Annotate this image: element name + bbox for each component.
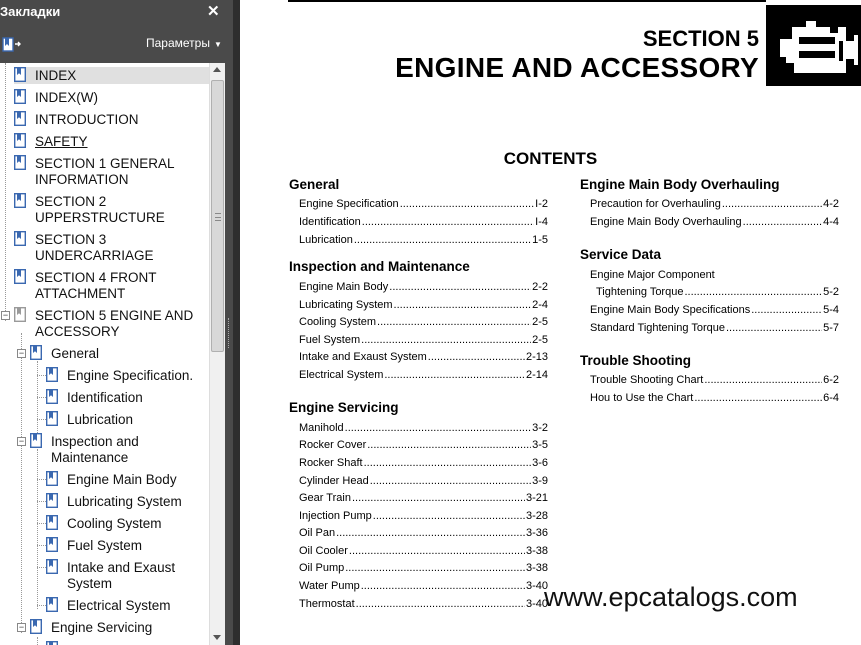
- scroll-up-icon[interactable]: [213, 67, 221, 72]
- collapse-toggle-icon[interactable]: −: [18, 436, 25, 446]
- panel-header: [0, 0, 233, 26]
- tree-scrollbar[interactable]: [209, 63, 225, 645]
- toc-entry[interactable]: [590, 321, 839, 336]
- toc-leader: [373, 509, 525, 524]
- bookmark-icon: [46, 597, 58, 612]
- toc-entry-page: 3-9: [532, 475, 548, 487]
- bookmark-icon: [46, 471, 58, 486]
- toc-leader: [389, 280, 531, 295]
- tree-item-label: Lubrication: [67, 412, 134, 427]
- bookmark-icon: [14, 193, 26, 208]
- toc-entry-page: 4-2: [823, 198, 839, 210]
- toc-entry-page: 3-38: [525, 562, 548, 574]
- grip-icon: [215, 213, 221, 221]
- toc-entry-title: Engine Main Body Specifications: [590, 304, 751, 316]
- header-rule: [288, 0, 766, 2]
- tree-line: [37, 419, 46, 420]
- bookmark-icon: [14, 269, 26, 284]
- collapse-toggle-icon[interactable]: −: [18, 348, 25, 358]
- collapse-toggle-icon[interactable]: −: [18, 622, 25, 632]
- toc-entry-page: 2-5: [532, 334, 548, 346]
- toc-entry-page: 3-36: [525, 527, 548, 539]
- section-number: SECTION 5: [642, 26, 759, 51]
- collapse-toggle-icon[interactable]: −: [2, 310, 9, 320]
- tree-line: [5, 63, 6, 321]
- tree-item-label: INDEX(W): [35, 90, 98, 105]
- close-icon[interactable]: ✕: [207, 3, 220, 20]
- toc-entry-title: Engine Main Body: [299, 281, 389, 293]
- toc-leader: [349, 544, 525, 559]
- tree-item-label: Intake and Exaust System: [67, 560, 176, 591]
- toc-entry[interactable]: [299, 597, 548, 612]
- toc-entry-page: 3-6: [532, 457, 548, 469]
- bookmark-tree: [0, 63, 225, 645]
- bookmarks-panel: [0, 0, 233, 645]
- tree-item-label: SAFETY: [35, 134, 88, 149]
- toc-entry-title: Rocker Shaft: [299, 457, 363, 469]
- toc-leader: [345, 561, 525, 576]
- bookmark-icon: [14, 111, 26, 126]
- panel-resize-handle[interactable]: [225, 63, 233, 645]
- tree-item-label: Inspection and Maintenance: [51, 434, 139, 465]
- toc-entry[interactable]: [590, 303, 839, 318]
- toc-entry-title: Electrical System: [299, 369, 384, 381]
- scrollbar-thumb[interactable]: [211, 80, 224, 352]
- toc-entry[interactable]: [299, 526, 548, 541]
- tree-item-label: INDEX: [35, 68, 77, 83]
- tree-item-label: INTRODUCTION: [35, 112, 139, 127]
- chevron-down-icon: ▼: [213, 40, 222, 49]
- tree-item-label: SECTION 3 UNDERCARRIAGE: [35, 232, 154, 263]
- toc-entry[interactable]: [299, 368, 548, 383]
- toc-entry[interactable]: [299, 474, 548, 489]
- options-button[interactable]: [146, 36, 222, 50]
- bookmark-icon: [14, 67, 26, 82]
- tree-item-label: Cooling System: [67, 516, 162, 531]
- toc-group-heading: Engine Main Body Overhauling: [580, 177, 780, 192]
- toc-group-heading: Trouble Shooting: [580, 353, 691, 368]
- tree-line: [37, 501, 46, 502]
- tree-item-label: Engine Main Body: [67, 472, 177, 487]
- toc-entry-title: Standard Tightening Torque: [590, 322, 725, 334]
- tree-item-label: SECTION 4 FRONT ATTACHMENT: [35, 270, 157, 301]
- contents-heading: CONTENTS: [503, 149, 598, 168]
- tree-item-label: General: [51, 346, 100, 361]
- toc-entry-title: Oil Pump: [299, 562, 345, 574]
- bookmark-icon: [46, 411, 58, 426]
- tree-line: [37, 605, 46, 606]
- toc-entry[interactable]: [299, 438, 548, 453]
- toc-entry-page: 2-5: [532, 316, 548, 328]
- toc-group-heading: Inspection and Maintenance: [289, 259, 470, 274]
- tree-item-label: Fuel System: [67, 538, 143, 553]
- bookmark-gray-icon: [14, 307, 26, 322]
- toc-entry-page: 5-7: [823, 322, 839, 334]
- toc-entry-title: Oil Cooler: [299, 545, 348, 557]
- bookmark-icon: [30, 345, 42, 360]
- toc-entry-title: Engine Main Body Overhauling: [590, 216, 742, 228]
- bookmark-icon: [46, 641, 58, 645]
- toc-entry[interactable]: [590, 197, 839, 212]
- toc-entry-title: Cylinder Head: [299, 475, 369, 487]
- bookmark-icon: [46, 367, 58, 382]
- toc-entry[interactable]: [299, 280, 548, 295]
- toc-leader: [336, 526, 525, 541]
- toc-entry-page: 6-4: [823, 392, 839, 404]
- toc-entry[interactable]: [299, 491, 548, 506]
- bookmark-icon: [46, 515, 58, 530]
- toc-entry[interactable]: [299, 233, 548, 248]
- toc-entry-page: I-4: [535, 216, 548, 228]
- toc-entry-page: 2-13: [525, 351, 548, 363]
- tree-item-label: SECTION 1 GENERAL INFORMATION: [35, 156, 175, 187]
- bookmark-icon: [30, 619, 42, 634]
- toc-leader: [394, 298, 532, 313]
- panel-divider: [233, 0, 240, 645]
- toc-entry-title: Engine Specification: [299, 198, 399, 210]
- toc-entry-page: 3-38: [525, 545, 548, 557]
- toc-entry[interactable]: [299, 544, 548, 559]
- toc-entry-title: Rocker Cover: [299, 439, 367, 451]
- toc-entry[interactable]: [299, 315, 548, 330]
- bookmark-icon: [46, 537, 58, 552]
- toc-leader: [364, 456, 532, 471]
- toc-entry-title: Gear Train: [299, 492, 351, 504]
- panel-title: Закладки: [0, 4, 61, 19]
- toc-entry[interactable]: [590, 373, 839, 388]
- tree-item-label: Electrical System: [67, 598, 171, 613]
- toc-entry-page: 2-2: [532, 281, 548, 293]
- scroll-down-icon[interactable]: [213, 635, 221, 640]
- toc-entry[interactable]: [596, 285, 839, 300]
- toc-entry-title: Hou to Use the Chart: [590, 392, 694, 404]
- toc-entry-title: Engine Major Component: [590, 269, 715, 281]
- document-page: [240, 0, 861, 645]
- toc-entry[interactable]: [299, 350, 548, 365]
- toc-entry-title: Water Pump: [299, 580, 360, 592]
- toc-leader: [361, 579, 525, 594]
- toc-leader: [751, 303, 822, 318]
- toc-entry-page: 5-2: [823, 286, 839, 298]
- toc-entry[interactable]: [590, 268, 839, 283]
- toc-entry-page: 3-2: [532, 422, 548, 434]
- toc-entry[interactable]: [299, 579, 548, 594]
- toc-entry-page: 2-4: [532, 299, 548, 311]
- toc-leader: [354, 233, 531, 248]
- bookmark-icon: [30, 433, 42, 448]
- toc-entry[interactable]: [299, 509, 548, 524]
- tree-line: [37, 523, 46, 524]
- tree-line: [37, 637, 38, 645]
- toc-entry-title: Oil Pan: [299, 527, 336, 539]
- bookmark-icon: [46, 559, 58, 574]
- tree-line: [37, 397, 46, 398]
- toc-entry-page: 3-40: [525, 580, 548, 592]
- toc-entry-page: 3-21: [525, 492, 548, 504]
- toc-entry-page: 1-5: [532, 234, 548, 246]
- toc-entry-title: Lubrication: [299, 234, 353, 246]
- toc-leader: [743, 215, 822, 230]
- toc-leader: [345, 421, 531, 436]
- tree-line: [21, 333, 22, 633]
- toc-entry-page: 2-14: [525, 369, 548, 381]
- toc-leader: [362, 215, 534, 230]
- tree-item-label: SECTION 5 ENGINE AND ACCESSORY: [35, 308, 194, 339]
- toc-entry-title: Tightening Torque: [596, 286, 684, 298]
- toc-group-heading: General: [289, 177, 340, 192]
- toc-entry-page: 3-28: [525, 510, 548, 522]
- options-label: Параметры: [146, 36, 210, 50]
- toc-entry-page: I-2: [535, 198, 548, 210]
- toc-leader: [716, 268, 838, 283]
- tree-item-label: Engine Specification.: [67, 368, 194, 383]
- toc-entry-title: Cooling System: [299, 316, 377, 328]
- toc-entry[interactable]: [299, 298, 548, 313]
- toc-leader: [377, 315, 531, 330]
- bookmark-icon: [14, 89, 26, 104]
- toc-leader: [726, 321, 822, 336]
- toc-leader: [428, 350, 525, 365]
- toc-entry[interactable]: [299, 197, 548, 212]
- toc-leader: [400, 197, 534, 212]
- tree-item-index[interactable]: [14, 67, 209, 84]
- bookmark-icon: [46, 389, 58, 404]
- toc-leader: [370, 474, 531, 489]
- toc-entry[interactable]: [590, 391, 839, 406]
- toc-entry-page: 5-4: [823, 304, 839, 316]
- toc-leader: [356, 597, 525, 612]
- toc-entry-title: Manihold: [299, 422, 344, 434]
- toc-entry-title: Intake and Exaust System: [299, 351, 427, 363]
- toc-leader: [352, 491, 525, 506]
- toc-entry-page: 3-5: [532, 439, 548, 451]
- tree-line: [37, 567, 46, 568]
- bookmark-icon: [14, 133, 26, 148]
- toc-leader: [684, 285, 822, 300]
- panel-toolbar: [0, 30, 233, 58]
- tree-item-label: Identification: [67, 390, 143, 405]
- toc-entry[interactable]: [299, 561, 548, 576]
- toc-entry-page: 3-40: [525, 598, 548, 610]
- toc-entry-page: 6-2: [823, 374, 839, 386]
- grip-icon: [228, 318, 230, 348]
- bookmark-icon: [46, 493, 58, 508]
- toc-entry[interactable]: [299, 421, 548, 436]
- toc-entry-title: Lubricating System: [299, 299, 393, 311]
- toc-entry-title: Identification: [299, 216, 361, 228]
- toc-entry-title: Fuel System: [299, 334, 361, 346]
- toc-group-heading: Engine Servicing: [289, 400, 399, 415]
- toc-entry[interactable]: [299, 456, 548, 471]
- toc-group-heading: Service Data: [580, 247, 662, 262]
- bookmark-icon: [14, 231, 26, 246]
- toc-leader: [722, 197, 822, 212]
- toc-entry[interactable]: [590, 215, 839, 230]
- tree-line: [37, 375, 46, 376]
- tree-item-label: Engine Servicing: [51, 620, 153, 635]
- tree-line: [37, 449, 38, 609]
- toc-leader: [361, 333, 531, 348]
- toc-entry-page: 4-4: [823, 216, 839, 228]
- tree-item-label: Lubricating System: [67, 494, 182, 509]
- tree-item-label: SECTION 2 UPPERSTRUCTURE: [35, 194, 165, 225]
- engine-icon: [766, 5, 861, 86]
- toc-entry-title: Thermostat: [299, 598, 355, 610]
- section-title: ENGINE AND ACCESSORY: [395, 52, 759, 83]
- toc-entry-title: Trouble Shooting Chart: [590, 374, 704, 386]
- toc-leader: [694, 391, 822, 406]
- toc-leader: [367, 438, 531, 453]
- toc-leader: [704, 373, 822, 388]
- tree-line: [37, 479, 46, 480]
- toc-leader: [384, 368, 525, 383]
- toc-entry-title: Injection Pump: [299, 510, 372, 522]
- bookmark-icon: [14, 155, 26, 170]
- bookmark-tool-icon[interactable]: [2, 37, 22, 53]
- toc-entry-title: Precaution for Overhauling: [590, 198, 721, 210]
- toc-entry[interactable]: [299, 333, 548, 348]
- watermark-text: www.epcatalogs.com: [544, 582, 798, 612]
- tree-line: [37, 545, 46, 546]
- toc-entry[interactable]: [299, 215, 548, 230]
